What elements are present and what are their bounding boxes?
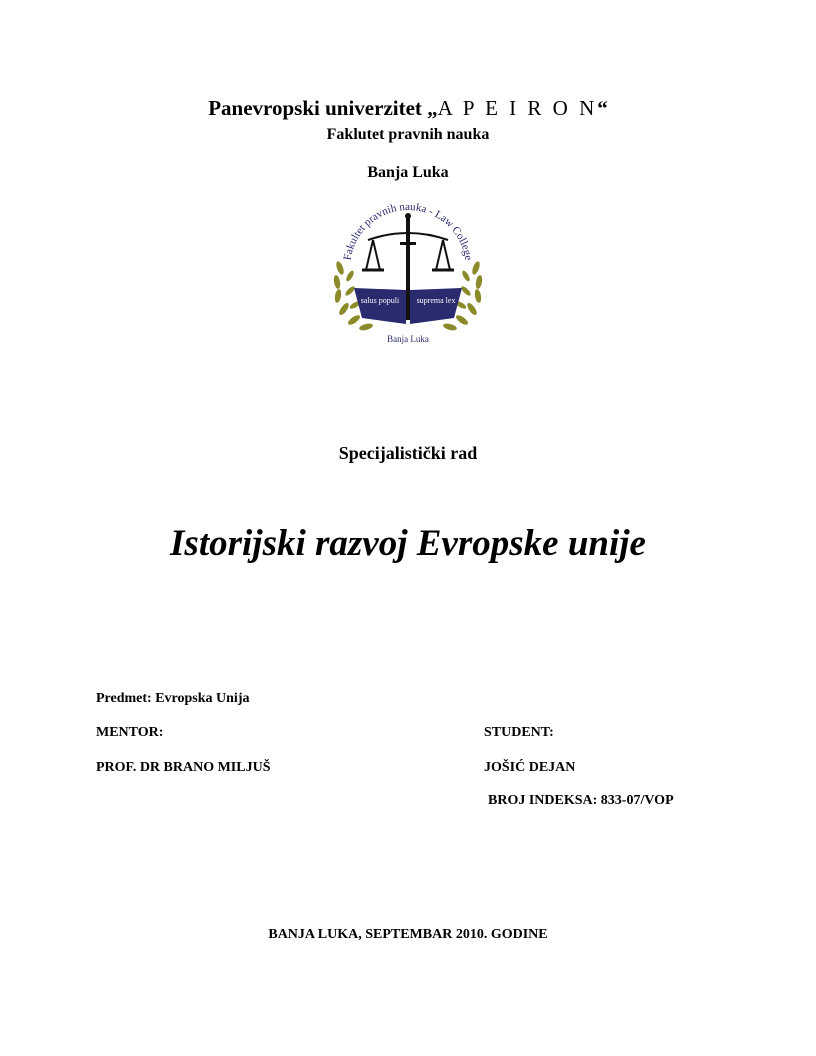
document-type: Specijalistički rad [338,443,478,463]
subject-line: Predmet: Evropska Unija [96,691,250,706]
university-close-quote: “ [597,96,608,120]
logo-motto-right: suprema lex [416,296,456,305]
student-name: JOŠIĆ DEJAN [484,760,576,775]
logo-motto-left: salus populi [360,296,400,305]
faculty-logo [328,196,488,346]
university-apeiron: A P E I R O N [437,96,598,120]
footer-place-date: BANJA LUKA, SEPTEMBAR 2010. GODINE [268,927,548,942]
student-index: BROJ INDEKSA: 833-07/VOP [488,793,674,808]
city-name: Banja Luka [367,164,449,181]
university-name [0,96,816,121]
student-label: STUDENT: [484,725,554,740]
document-title: Istorijski razvoj Evropske unije [170,523,646,564]
mentor-name: PROF. DR BRANO MILJUŠ [96,760,271,775]
logo-arc-textpath: Fakultet pravnih nauka - Law College [341,200,475,262]
university-prefix: Panevropski univerzitet „ [208,96,438,120]
mentor-label: MENTOR: [96,725,164,740]
faculty-name: Faklutet pravnih nauka [326,126,490,143]
logo-bottom-text: Banja Luka [387,334,429,344]
